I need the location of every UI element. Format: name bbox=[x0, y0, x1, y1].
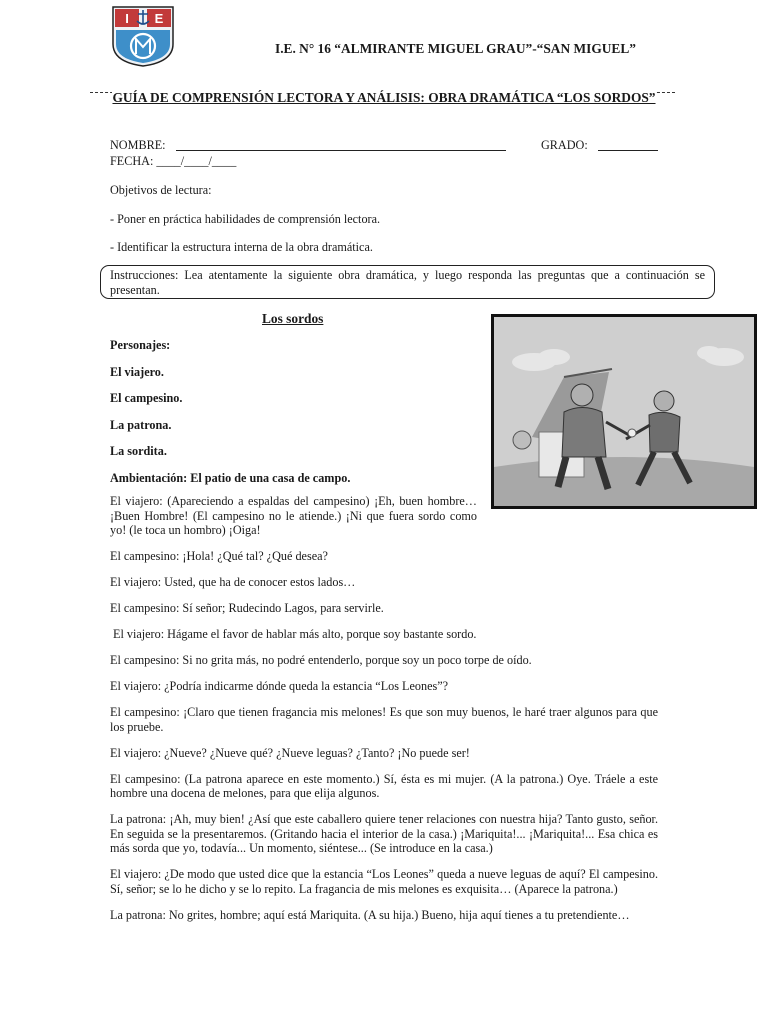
dialogue-line: El campesino: ¡Claro que tienen fragancia mis melones! Es que son muy buenos, le haré traer algunos para que los pruebe. bbox=[110, 705, 658, 734]
logo-letter-i: I bbox=[125, 11, 129, 26]
dialogue-line: El viajero: ¿Nueve? ¿Nueve qué? ¿Nueve leguas? ¿Tanto? ¡No puede ser! bbox=[110, 745, 470, 760]
instructions-box: Instrucciones: Lea atentamente la siguiente obra dramática, y luego responda las preguntas que a continuación se presentan. bbox=[100, 265, 715, 299]
dialogue-line: El viajero: Hágame el favor de hablar más alto, porque soy bastante sordo. bbox=[113, 627, 477, 641]
dialogue-line: El viajero: ¿De modo que usted dice que la estancia “Los Leones” queda a nueve leguas de aquí? El campesino. Sí, señor; se lo he dicho y se lo repito. La fragancia de mis melones es exquisita… (Aparece la patrona.) bbox=[110, 867, 658, 896]
character-item: La sordita. bbox=[110, 444, 167, 458]
character-item: El viajero. bbox=[110, 364, 164, 379]
dialogue-line: La patrona: ¡Ah, muy bien! ¿Así que este caballero quiere tener relaciones con nuestra hija? Tanto gusto, señor. En seguida se la presentaremos. (Gritando hacia el interior de la casa.) ¡Mariquita!... ¡Mariquita!... Esa chica es más sorda que yo, todavía... Un momento, siéntese... (Se introduce en la casa.) bbox=[110, 812, 658, 855]
characters-heading: Personajes: bbox=[110, 338, 171, 352]
play-illustration bbox=[491, 314, 757, 509]
dialogue bbox=[110, 549, 658, 934]
dialogue-line: La patrona: No grites, hombre; aquí está Mariquita. (A su hija.) Bueno, hija aquí tienes a tu pretendiente… bbox=[110, 907, 630, 922]
dialogue-line: El viajero: Usted, que ha de conocer estos lados… bbox=[110, 575, 356, 589]
name-label: NOMBRE: bbox=[110, 138, 166, 152]
dialogue-line: El campesino: Si no grita más, no podré entenderlo, porque soy un poco torpe de oído. bbox=[110, 653, 532, 667]
grade-field[interactable] bbox=[598, 150, 658, 151]
dialogue-line: El viajero: ¿Podría indicarme dónde queda la estancia “Los Leones”? bbox=[110, 679, 449, 693]
name-field[interactable] bbox=[176, 150, 506, 151]
grade-label: GRADO: bbox=[541, 138, 588, 152]
dialogue-line: El campesino: Sí señor; Rudecindo Lagos, para servirle. bbox=[110, 601, 384, 615]
school-name: I.E. N° 16 “ALMIRANTE MIGUEL GRAU”-“SAN MIGUEL” bbox=[275, 41, 636, 56]
characters-list bbox=[110, 338, 477, 497]
objective-item: - Identificar la estructura interna de la obra dramática. bbox=[110, 240, 373, 254]
dialogue-line: El campesino: ¡Hola! ¿Qué tal? ¿Qué desea? bbox=[110, 549, 328, 563]
school-logo bbox=[110, 4, 176, 68]
guide-title bbox=[110, 90, 658, 106]
date-field: FECHA: ____/____/____ bbox=[110, 154, 237, 168]
guide-title-text: GUÍA DE COMPRENSIÓN LECTORA Y ANÁLISIS: OBRA DRAMÁTICA “LOS SORDOS” bbox=[112, 90, 656, 105]
character-item: El campesino. bbox=[110, 391, 183, 405]
dialogue-opening: El viajero: (Apareciendo a espaldas del campesino) ¡Eh, buen hombre… ¡Buen Hombre! (El campesino no le atiende.) ¡Ni que fuera sordo como yo! (le toca un hombro) ¡Oiga! bbox=[110, 494, 477, 537]
dialogue-line: El campesino: (La patrona aparece en este momento.) Sí, ésta es mi mujer. (A la patrona.) Oye. Tráele a este hombre una docena de melones, para que elija algunos. bbox=[110, 771, 658, 800]
objectives bbox=[110, 183, 658, 269]
character-item: La patrona. bbox=[110, 417, 172, 432]
play-title: Los sordos bbox=[262, 311, 324, 326]
setting: Ambientación: El patio de una casa de campo. bbox=[110, 470, 351, 485]
objective-item: - Poner en práctica habilidades de comprensión lectora. bbox=[110, 211, 381, 226]
logo-letter-e: E bbox=[154, 11, 164, 26]
objectives-heading: Objetivos de lectura: bbox=[110, 183, 212, 197]
